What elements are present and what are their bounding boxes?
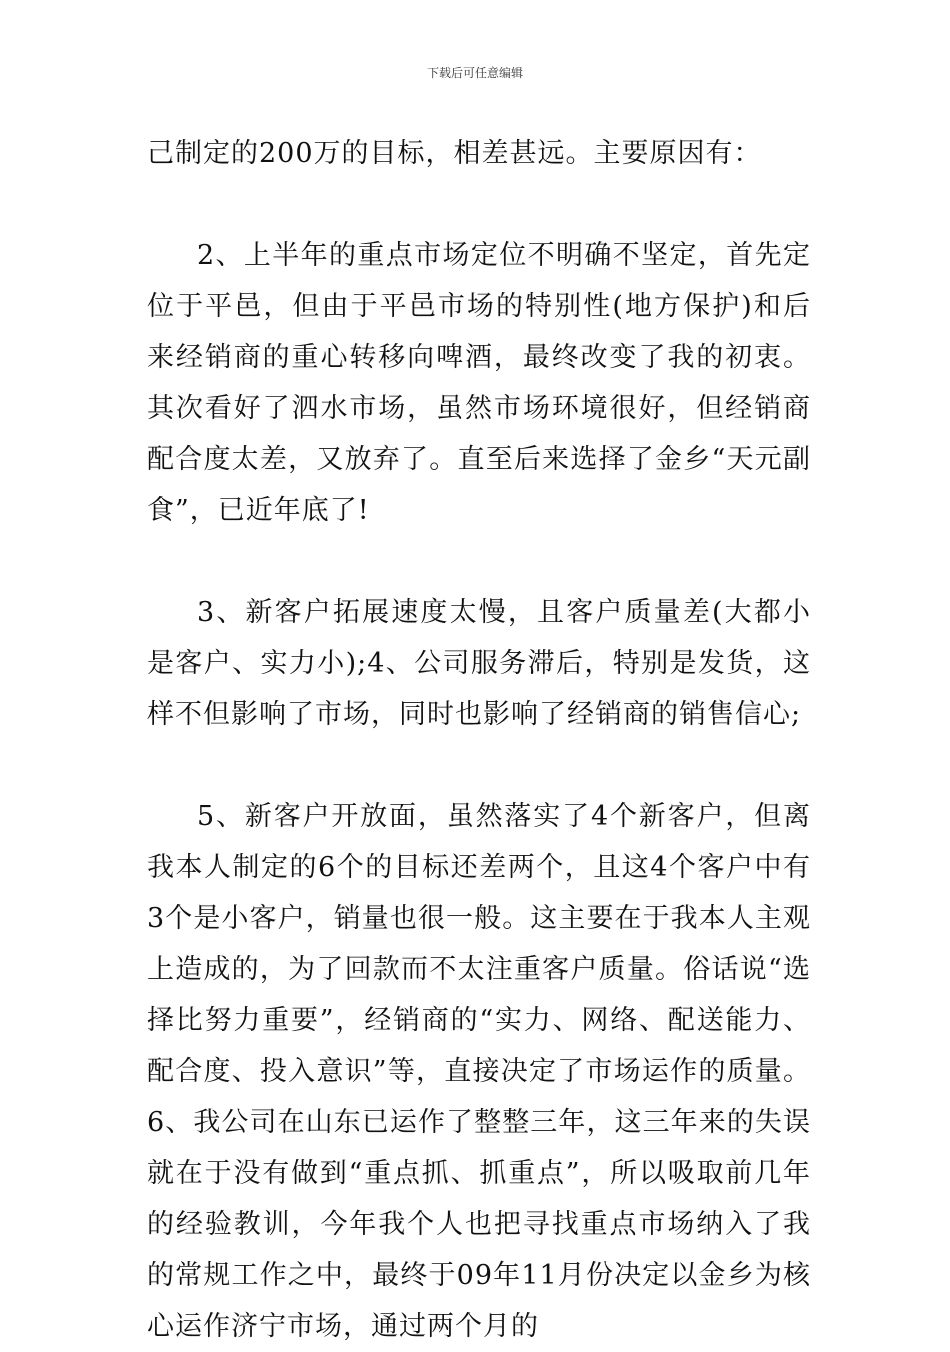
page-header: 下载后可任意编辑 (426, 66, 523, 80)
document-body (147, 128, 811, 1352)
paragraph-gap (147, 536, 811, 587)
paragraph-1: 己制定的200万的目标，相差甚远。主要原因有： (147, 138, 762, 169)
paragraph-3: 3、新客户拓展速度太慢，且客户质量差(大都小是客户、实力小);4、公司服务滞后，特别是发货，这样不但影响了市场，同时也影响了经销商的销售信心; (147, 597, 811, 730)
paragraph-gap (147, 740, 811, 791)
paragraph-gap (147, 179, 811, 230)
paragraph-4: 5、新客户开放面，虽然落实了4个新客户，但离我本人制定的6个的目标还差两个，且这4个客户中有3个是小客户，销量也很一般。这主要在于我本人主观上造成的，为了回款而不太注重客户质量。俗话说“选择比努力重要”，经销商的“实力、网络、配送能力、配合度、投入意识”等，直接决定了市场运作的质量。6、我公司在山东已运作了整整三年，这三年来的失误就在于没有做到“重点抓、抓重点”，所以吸取前几年的经验教训，今年我个人也把寻找重点市场纳入了我的常规工作之中，最终于09年11月份决定以金乡为核心运作济宁市场，通过两个月的 (147, 801, 811, 1342)
paragraph-2: 2、上半年的重点市场定位不明确不坚定，首先定位于平邑，但由于平邑市场的特别性(地方保护)和后来经销商的重心转移向啤酒，最终改变了我的初衷。其次看好了泗水市场，虽然市场环境很好，但经销商配合度太差，又放弃了。直至后来选择了金乡“天元副食”，已近年底了! (147, 240, 811, 526)
